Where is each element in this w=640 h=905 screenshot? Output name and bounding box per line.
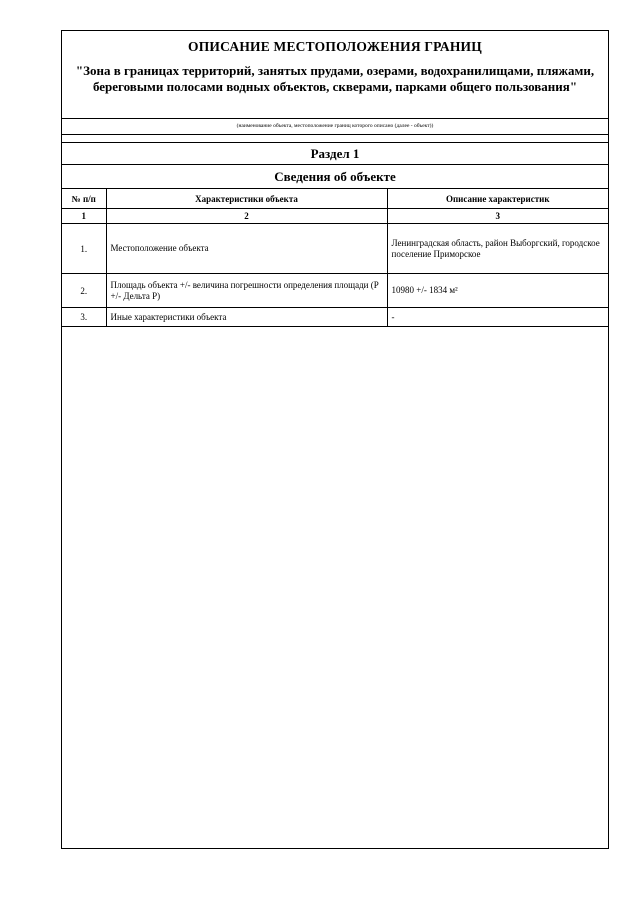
row-description: -: [387, 308, 608, 327]
row-description: Ленинградская область, район Выборгский, городское поселение Приморское: [387, 224, 608, 274]
column-number: 1: [62, 209, 106, 224]
table-row: [62, 274, 608, 308]
header-characteristic: Характеристики объекта: [106, 189, 387, 209]
document-page: [61, 30, 609, 849]
object-name: "Зона в границах территорий, занятых прудами, озерами, водохранилищами, пляжами, береговыми полосами водных объектов, скверами, парками общего пользования": [75, 63, 595, 94]
title-block: [62, 31, 608, 119]
object-caption: (наименование объекта, местоположение границ которого описано (далее - объект)): [62, 119, 608, 135]
header-description: Описание характеристик: [387, 189, 608, 209]
info-title: Сведения об объекте: [62, 165, 608, 189]
row-characteristic: Иные характеристики объекта: [106, 308, 387, 327]
row-characteristic: Площадь объекта +/- величина погрешности определения площади (Р +/- Дельта Р): [106, 274, 387, 308]
header-number: № п/п: [62, 189, 106, 209]
table-header-row: [62, 189, 608, 209]
row-characteristic: Местоположение объекта: [106, 224, 387, 274]
column-number: 3: [387, 209, 608, 224]
document-title: ОПИСАНИЕ МЕСТОПОЛОЖЕНИЯ ГРАНИЦ: [188, 39, 482, 54]
section-title: Раздел 1: [62, 143, 608, 165]
column-number: 2: [106, 209, 387, 224]
row-index: 2.: [62, 274, 106, 308]
row-index: 1.: [62, 224, 106, 274]
row-index: 3.: [62, 308, 106, 327]
table-row: [62, 308, 608, 327]
characteristics-table: [62, 189, 608, 327]
row-description: 10980 +/- 1834 м²: [387, 274, 608, 308]
spacer-row: [62, 135, 608, 143]
table-row: [62, 224, 608, 274]
column-number-row: [62, 209, 608, 224]
